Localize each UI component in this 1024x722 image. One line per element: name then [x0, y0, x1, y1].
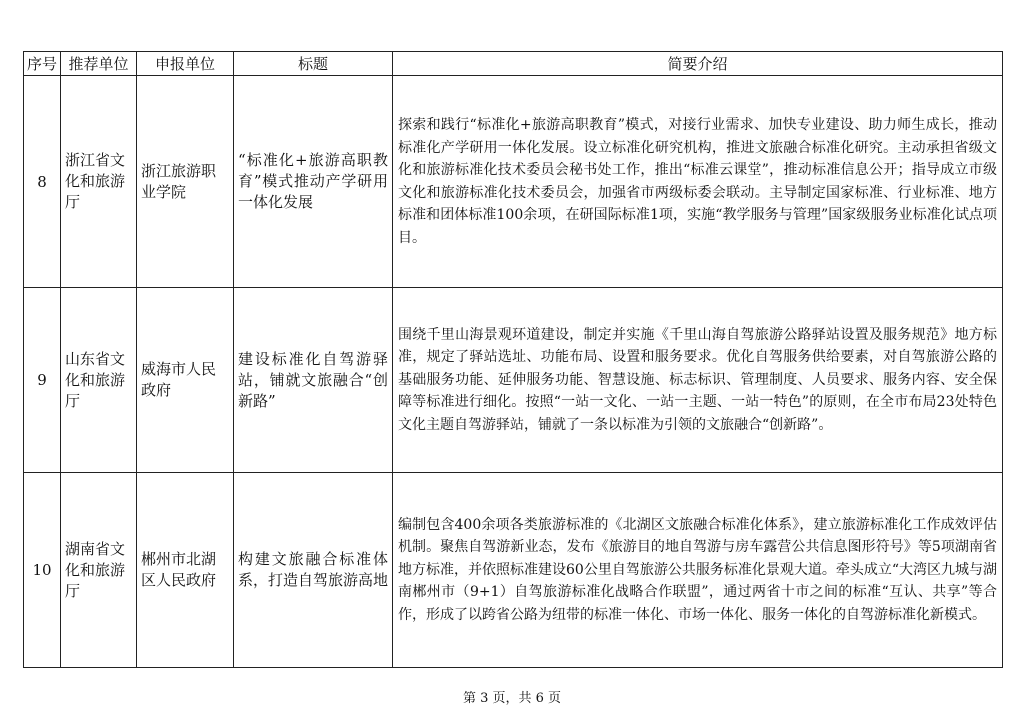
table-row	[24, 76, 1003, 288]
row-intro: 围绕千里山海景观环道建设，制定并实施《千里山海自驾旅游公路驿站设置及服务规范》地方标准，规定了驿站选址、功能布局、设置和服务要求。优化自驾服务供给要素，对自驾旅游公路的基础服务功能、延伸服务功能、智慧设施、标志标识、管理制度、人员要求、服务内容、安全保障等标准进行细化。按照“一站一文化、一站一主题、一站一特色”的原则，在全市布局23处特色文化主题自驾游驿站，铺就了一条以标准为引领的文旅融合“创新路”。	[393, 288, 1003, 473]
table-header-row	[24, 52, 1003, 76]
page-number: 第 3 页，共 6 页	[462, 691, 562, 706]
row-title: 构建文旅融合标准体系，打造自驾旅游高地	[234, 473, 393, 668]
header-seq: 序号	[24, 52, 61, 76]
row-applicant: 郴州市北湖区人民政府	[137, 473, 234, 668]
row-title: “标准化+旅游高职教育”模式推动产学研用一体化发展	[234, 76, 393, 288]
table-row	[24, 288, 1003, 473]
row-seq: 9	[24, 288, 61, 473]
row-applicant: 浙江旅游职业学院	[137, 76, 234, 288]
header-applicant: 申报单位	[137, 52, 234, 76]
row-recommender: 山东省文化和旅游厅	[61, 288, 137, 473]
header-title: 标题	[234, 52, 393, 76]
row-title: 建设标准化自驾游驿站，铺就文旅融合“创新路”	[234, 288, 393, 473]
row-recommender: 湖南省文化和旅游厅	[61, 473, 137, 668]
table-row	[24, 473, 1003, 668]
row-applicant: 威海市人民政府	[137, 288, 234, 473]
row-seq: 10	[24, 473, 61, 668]
project-table	[23, 51, 1003, 668]
header-recommender: 推荐单位	[61, 52, 137, 76]
row-intro: 探索和践行“标准化+旅游高职教育”模式，对接行业需求、加快专业建设、助力师生成长，推动标准化产学研用一体化发展。设立标准化研究机构，推进文旅融合标准化研究。主动承担省级文化和旅游标准化技术委员会秘书处工作，推出“标准云课堂”，推动标准信息公开；指导成立市级文化和旅游标准化技术委员会，加强省市两级标委会联动。主导制定国家标准、行业标准、地方标准和团体标准100余项，在研国际标准1项，实施“教学服务与管理”国家级服务业标准化试点项目。	[393, 76, 1003, 288]
row-intro: 编制包含400余项各类旅游标准的《北湖区文旅融合标准化体系》，建立旅游标准化工作成效评估机制。聚焦自驾游新业态，发布《旅游目的地自驾游与房车露营公共信息图形符号》等5项湖南省地方标准，并依照标准建设60公里自驾旅游公共服务标准化景观大道。牵头成立“大湾区九城与湖南郴州市（9+1）自驾旅游标准化战略合作联盟”，通过两省十市之间的标准“互认、共享”等合作，形成了以跨省公路为纽带的标准一体化、市场一体化、服务一体化的自驾游标准化新模式。	[393, 473, 1003, 668]
row-seq: 8	[24, 76, 61, 288]
header-intro: 简要介绍	[393, 52, 1003, 76]
row-recommender: 浙江省文化和旅游厅	[61, 76, 137, 288]
